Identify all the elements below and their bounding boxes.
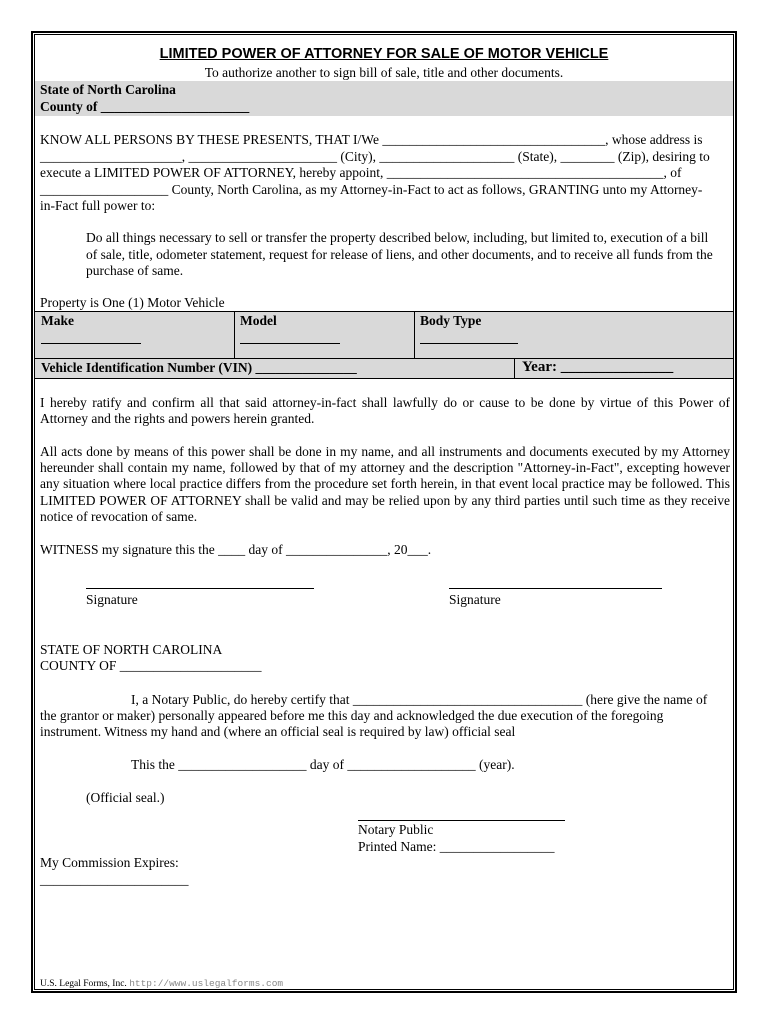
table-rule [35,378,733,379]
signature-line-1 [86,588,314,589]
notary-county: COUNTY OF _____________________ [40,658,262,673]
this-the-line: This the ___________________ day of ___________________ (year). [131,757,515,772]
make-blank [41,343,141,344]
know-all-line: ___________________ County, North Carolina, as my Attorney-in-Fact to act as follows, GRANTING unto my Attorney- [40,181,703,197]
property-label: Property is One (1) Motor Vehicle [40,295,225,310]
know-all-line: in-Fact full power to: [40,198,156,213]
notary-signature-line [358,820,565,821]
know-all-line: KNOW ALL PERSONS BY THESE PRESENTS, THAT I/We _________________________________, whose address is [40,132,703,147]
document-subtitle: To authorize another to sign bill of sale, title and other documents. [204,65,564,80]
table-divider [234,311,235,358]
powers-line: of sale, title, odometer statement, request for release of liens, and other documents, and to receive all funds from the [86,246,713,262]
printed-name-label: Printed Name: _________________ [358,839,555,854]
table-divider [514,359,515,378]
state-label: State of North Carolina [40,82,176,97]
notary-certification-first-line: I, a Notary Public, do hereby certify that __________________________________ (here give the name of [131,692,708,707]
powers-line: Do all things necessary to sell or transfer the property described below, including, but limited to, execution of a bill [86,230,709,245]
body-type-blank [420,343,518,344]
witness-line: WITNESS my signature this the ____ day of _______________, 20___. [40,542,432,557]
official-seal: (Official seal.) [86,790,165,805]
signature-line-2 [449,588,662,589]
commission-expires-label: My Commission Expires: [40,855,179,870]
make-label: Make [41,313,74,328]
document-title: LIMITED POWER OF ATTORNEY FOR SALE OF MOTOR VEHICLE [159,46,609,62]
know-all-line: _____________________, ______________________ (City), ____________________ (State), ________ (Zip), desiring to [40,148,710,164]
signature-label-2: Signature [449,592,501,607]
model-blank [240,343,340,344]
notary-certification-line: the grantor or maker) personally appeared before me this day and acknowledged the due execution of the foregoing [40,708,664,723]
footer-company: U.S. Legal Forms, Inc. [40,979,127,989]
model-label: Model [240,313,277,328]
signature-label-1: Signature [86,592,138,607]
powers-line: purchase of same. [86,263,184,278]
county-label: County of ______________________ [40,99,250,114]
notary-state: STATE OF NORTH CAROLINA [40,642,223,657]
notary-certification-line: instrument. Witness my hand and (where an official seal is required by law) official seal [40,724,516,739]
footer [40,978,283,989]
body-type-label: Body Type [420,313,482,328]
table-divider [414,311,415,358]
vehicle-table-header-row [35,311,733,358]
commission-expires-blank: ______________________ [40,872,189,887]
acts-paragraph: All acts done by means of this power shall be done in my name, and all instruments and documents executed by my Attorney hereunder shall contain my name, followed by that of my attorney and the description "Attorney-in-Fact", excepting however any situation where local practice differs from the procedure set forth herein, in that event local practice may be followed. This LIMITED POWER OF ATTORNEY shall be valid and may be relied upon by any third parties until such time as they receive notice of revocation of same. [40,444,730,524]
vin-label: Vehicle Identification Number (VIN) _______________ [41,360,357,375]
year-label: Year: _______________ [522,359,674,375]
notary-public-label: Notary Public [358,822,434,837]
table-rule [35,311,733,312]
footer-url[interactable]: http://www.uslegalforms.com [129,978,284,989]
know-all-line: execute a LIMITED POWER OF ATTORNEY, hereby appoint, _________________________________________, of [40,165,682,180]
ratify-paragraph: I hereby ratify and confirm all that said attorney-in-fact shall lawfully do or cause to be done by virtue of this Power of Attorney and the rights and powers herein granted. [40,395,730,427]
